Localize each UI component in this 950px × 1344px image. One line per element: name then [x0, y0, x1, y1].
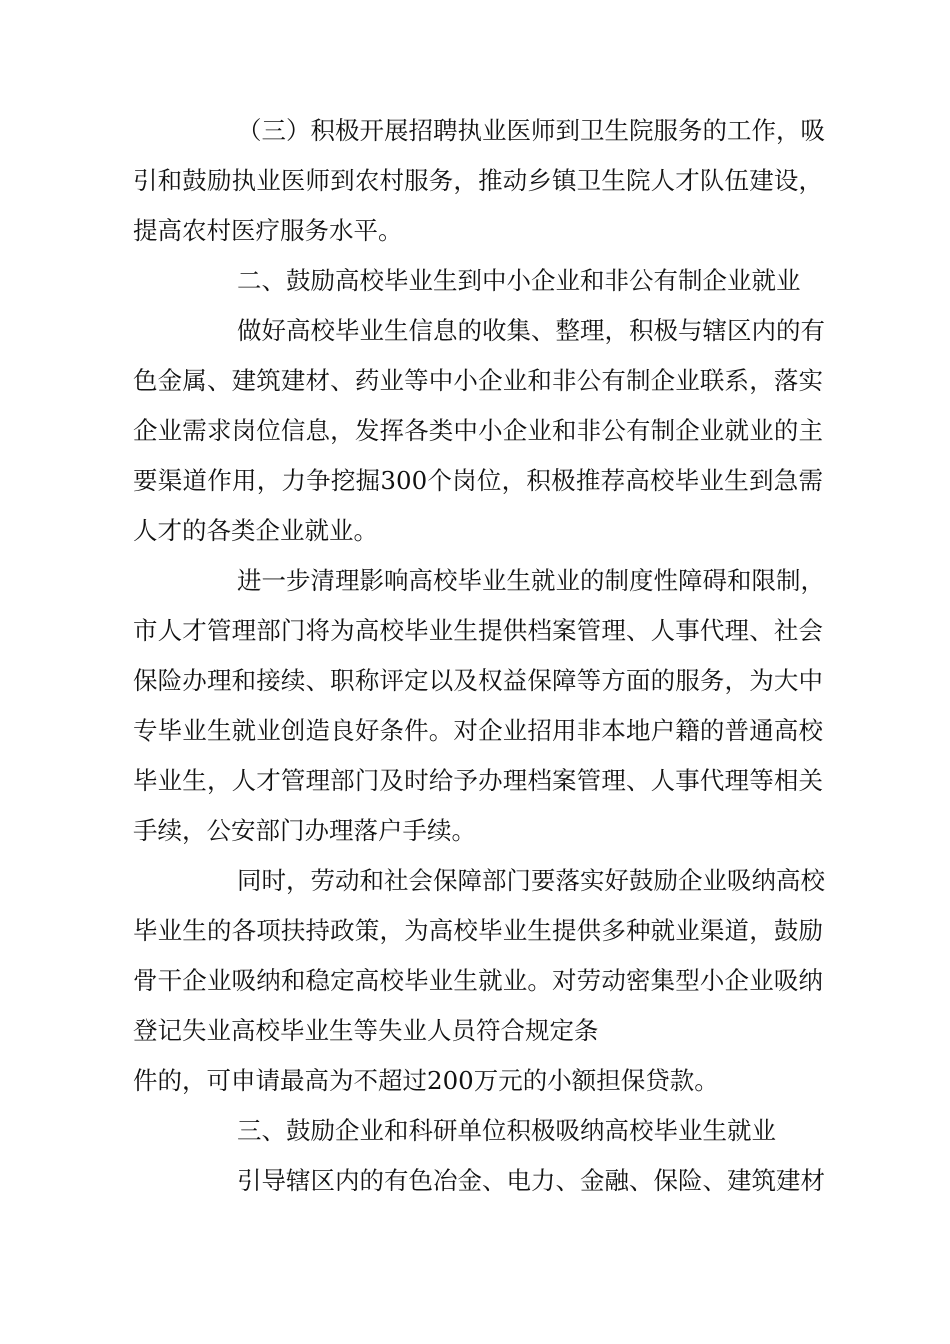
text-line: 毕业生，人才管理部门及时给予办理档案管理、人事代理等相关: [133, 766, 823, 795]
text-line: 市人才管理部门将为高校毕业生提供档案管理、人事代理、社会: [133, 616, 823, 645]
text-line: 人才的各类企业就业。: [133, 516, 378, 545]
text-line: 色金属、建筑建材、药业等中小企业和非公有制企业联系，落实: [133, 366, 823, 395]
text-line: 同时，劳动和社会保障部门要落实好鼓励企业吸纳高校: [237, 866, 825, 895]
text-line: 手续，公安部门办理落户手续。: [133, 816, 476, 845]
text-line: 登记失业高校毕业生等失业人员符合规定条: [133, 1016, 599, 1045]
text-line: 毕业生的各项扶持政策，为高校毕业生提供多种就业渠道，鼓励: [133, 916, 823, 945]
text-line: 骨干企业吸纳和稳定高校毕业生就业。对劳动密集型小企业吸纳: [133, 966, 823, 995]
text-line: 进一步清理影响高校毕业生就业的制度性障碍和限制，: [237, 566, 825, 595]
text-line: 引导辖区内的有色冶金、电力、金融、保险、建筑建材: [237, 1166, 825, 1195]
text-line: 引和鼓励执业医师到农村服务，推动乡镇卫生院人才队伍建设，: [133, 166, 823, 195]
text-line: 企业需求岗位信息，发挥各类中小企业和非公有制企业就业的主: [133, 416, 823, 445]
text-line: 专毕业生就业创造良好条件。对企业招用非本地户籍的普通高校: [133, 716, 823, 745]
text-line: （三）积极开展招聘执业医师到卫生院服务的工作，吸: [237, 116, 825, 145]
text-line: 做好高校毕业生信息的收集、整理，积极与辖区内的有: [237, 316, 825, 345]
section-heading: 二、鼓励高校毕业生到中小企业和非公有制企业就业: [237, 266, 801, 295]
text-line: 保险办理和接续、职称评定以及权益保障等方面的服务，为大中: [133, 666, 823, 695]
section-heading: 三、鼓励企业和科研单位积极吸纳高校毕业生就业: [237, 1116, 776, 1145]
text-line: 提高农村医疗服务水平。: [133, 216, 403, 245]
text-line: 件的，可申请最高为不超过200万元的小额担保贷款。: [133, 1066, 719, 1095]
text-line: 要渠道作用，力争挖掘300个岗位，积极推荐高校毕业生到急需: [133, 466, 823, 495]
